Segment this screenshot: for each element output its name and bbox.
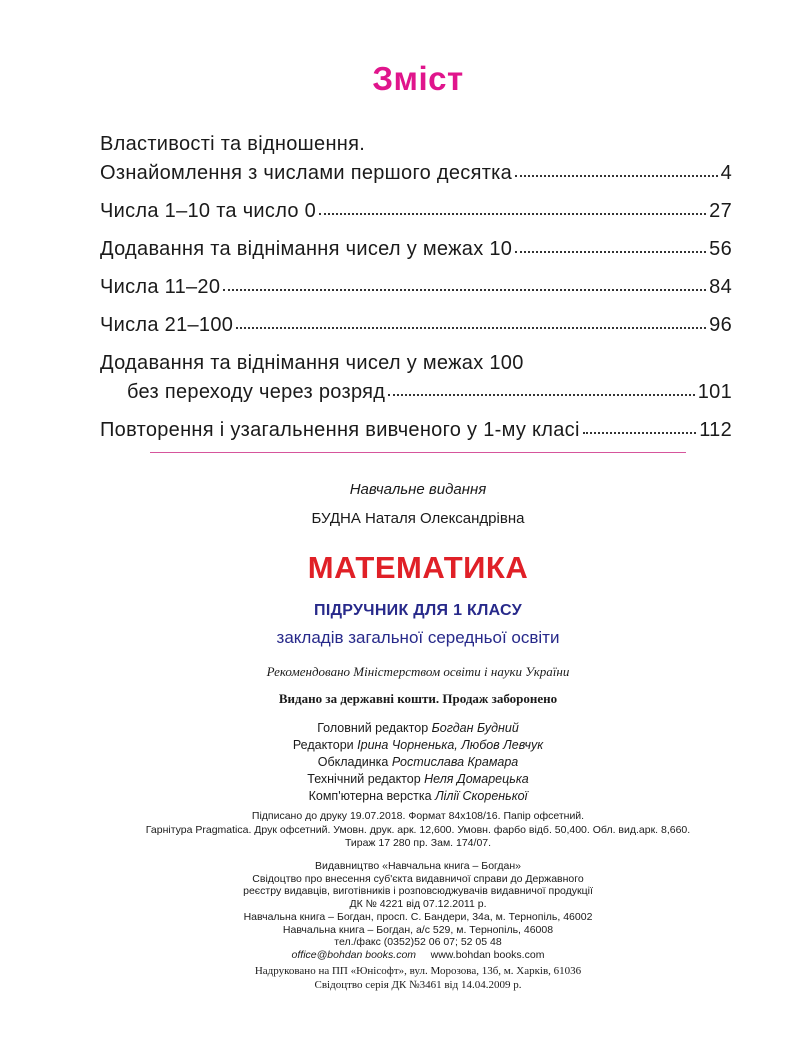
publisher-address: [0, 911, 800, 961]
toc-leader-dots: [515, 175, 717, 177]
credit-role: Комп'ютерна верстка: [308, 789, 432, 803]
toc-item: [100, 130, 732, 188]
credit-name: Ірина Чорненька, Любов Левчук: [357, 738, 544, 752]
toc-item-title: Числа 1–10 та число 0: [100, 200, 317, 222]
toc-page-number: 84: [709, 276, 732, 298]
credit-role: Обкладинка: [317, 755, 389, 769]
publisher-line: ДК № 4221 від 07.12.2011 р.: [349, 897, 487, 910]
toc-item-title: без переходу через розряд: [127, 381, 386, 403]
toc-leader-dots: [236, 327, 706, 329]
toc-page-number: 4: [720, 162, 732, 184]
section-divider: [150, 452, 686, 453]
credit-line: [0, 720, 800, 737]
publication-series: Навчальне видання: [349, 481, 487, 498]
toc-item: [100, 197, 732, 226]
printing-house-info: [0, 964, 800, 992]
toc-item: [100, 311, 732, 340]
toc-item-line: Додавання та віднімання чисел у межах 100: [100, 352, 524, 374]
author-name: БУДНА Наталя Олександрівна: [311, 510, 525, 527]
credit-line: [0, 737, 800, 754]
toc-page-number: 27: [709, 200, 732, 222]
toc-item: [100, 235, 732, 264]
toc-title: Зміст: [372, 60, 464, 97]
toc-item-title: Повторення і узагальнення вивченого у 1-му класі: [100, 419, 580, 441]
publisher-line: Видавництво «Навчальна книга – Богдан»: [314, 860, 521, 872]
toc-item-line: Властивості та відношення.: [100, 133, 366, 155]
credit-name: Неля Домарецька: [424, 772, 529, 786]
print-spec-line: Тираж 17 280 пр. Зам. 174/07.: [344, 837, 492, 849]
contact-line: [0, 949, 800, 962]
email-link[interactable]: office@bohdan books.com: [291, 948, 417, 961]
address-line: Навчальна книга – Богдан, а/с 529, м. Тернопіль, 46008: [282, 923, 554, 936]
toc-item-title: Додавання та віднімання чисел у межах 10: [100, 238, 513, 260]
book-title: МАТЕМАТИКА: [307, 550, 529, 585]
book-subtitle: ПІДРУЧНИК ДЛЯ 1 КЛАСУ: [314, 602, 522, 619]
publisher-info: [0, 860, 800, 910]
credit-line: [0, 754, 800, 771]
publisher-line: реєстру видавців, виготівників і розповсюджувачів видавничої продукції: [243, 885, 593, 897]
credit-line: [0, 788, 800, 805]
toc-leader-dots: [388, 394, 694, 396]
credit-name: Ростислава Крамара: [391, 755, 519, 769]
credit-name: Лілії Скоренької: [435, 789, 528, 803]
recommendation-note: Рекомендовано Міністерством освіти і науки України: [266, 664, 570, 679]
print-spec-line: Гарнітура Pragmatica. Друк офсетний. Умовн. друк. арк. 12,600. Умовн. фарбо відб. 50,400. Обл. вид.арк. 8,660.: [145, 823, 691, 836]
toc-page-number: 96: [709, 314, 732, 336]
toc-item-title: Числа 21–100: [100, 314, 234, 336]
credit-role: Головний редактор: [317, 721, 429, 735]
printed-line: Свідоцтво серія ДК №3461 від 14.04.2009 р.: [314, 979, 522, 991]
table-of-contents: [100, 130, 732, 454]
credits-block: [0, 720, 800, 805]
toc-leader-dots: [515, 251, 706, 253]
website-link[interactable]: www.bohdan books.com: [430, 948, 545, 961]
credit-line: [0, 771, 800, 788]
toc-leader-dots: [319, 213, 706, 215]
toc-leader-dots: [223, 289, 706, 291]
publisher-line: Свідоцтво про внесення суб'єкта видавничої справи до Державного: [252, 872, 584, 885]
toc-item: [100, 273, 732, 302]
toc-item: [100, 416, 732, 445]
address-line: тел./факс (0352)52 06 07; 52 05 48: [334, 936, 502, 948]
toc-page-number: 101: [697, 381, 732, 403]
print-spec-line: Підписано до друку 19.07.2018. Формат 84x108/16. Папір офсетний.: [251, 810, 585, 822]
toc-page-number: 112: [699, 419, 732, 441]
book-subtitle-audience: закладів загальної середньої освіти: [276, 628, 560, 647]
address-line: Навчальна книга – Богдан, просп. С. Бандери, 34а, м. Тернопіль, 46002: [243, 911, 593, 923]
printed-line: Надруковано на ПП «Юнісофт», вул. Морозова, 13б, м. Харків, 61036: [254, 965, 582, 977]
toc-item-title: Ознайомлення з числами першого десятка: [100, 162, 513, 184]
toc-leader-dots: [583, 432, 696, 434]
state-funded-note: Видано за державні кошти. Продаж заборонено: [278, 691, 558, 706]
toc-item: [100, 349, 732, 407]
credit-role: Редактори: [292, 738, 354, 752]
credit-name: Богдан Будний: [431, 721, 519, 735]
toc-page-number: 56: [709, 238, 732, 260]
toc-item-title: Числа 11–20: [100, 276, 221, 298]
print-specs: [0, 810, 800, 851]
credit-role: Технічний редактор: [307, 772, 421, 786]
